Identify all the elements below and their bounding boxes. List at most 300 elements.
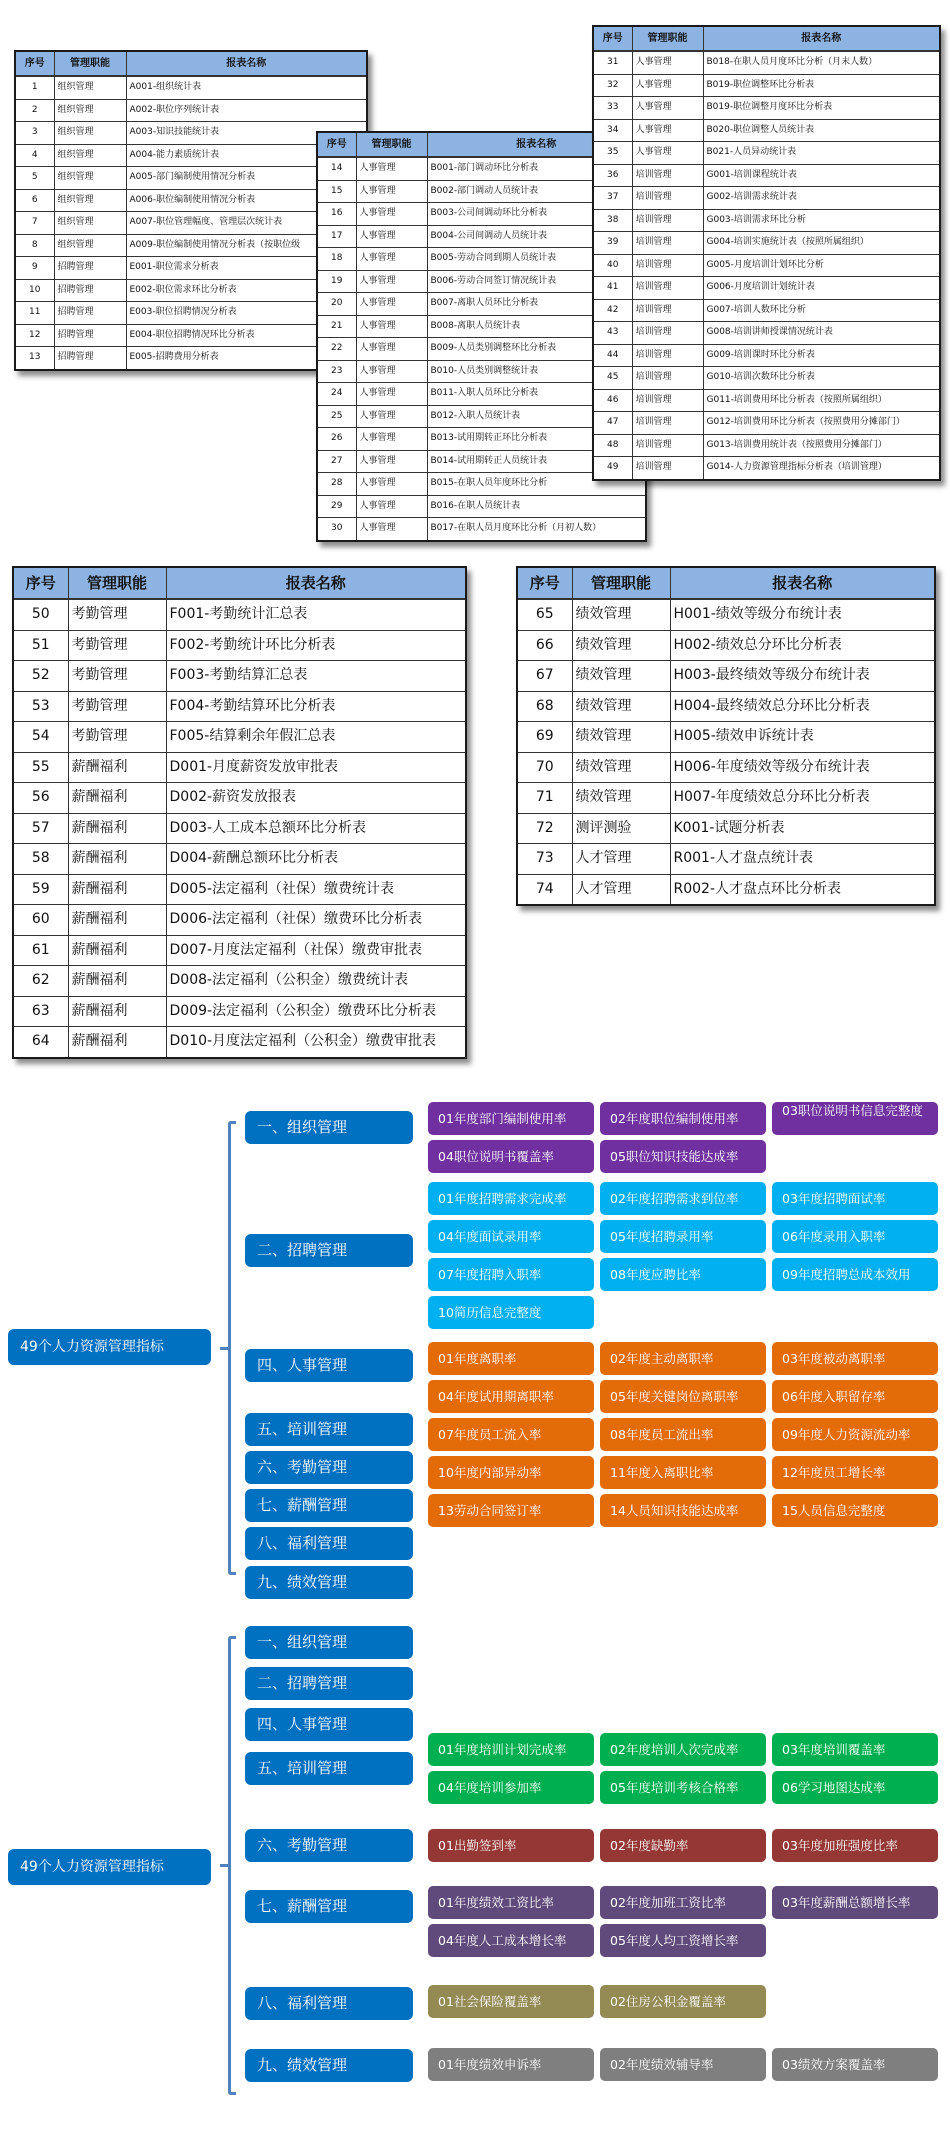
category-org[interactable]: 一、组织管理: [245, 1626, 413, 1659]
header-seq: 序号: [594, 27, 632, 51]
cell-function: 薪酬福利: [68, 783, 166, 814]
indicator-item[interactable]: 05年度关键岗位离职率: [600, 1380, 766, 1413]
indicator-item[interactable]: 10简历信息完整度: [428, 1296, 594, 1329]
cell-report-name: G002-培训需求统计表: [703, 187, 939, 210]
cell-report-name: A004-能力素质统计表: [126, 144, 366, 167]
table-body: [518, 599, 934, 904]
cell-function: 招聘管理: [54, 347, 126, 369]
cell-function: 培训管理: [632, 232, 703, 255]
indicator-item[interactable]: 04年度试用期离职率: [428, 1380, 594, 1413]
table-row: [594, 232, 939, 255]
category-org[interactable]: 一、组织管理: [245, 1111, 413, 1144]
table-row: [16, 76, 366, 99]
table-row: [594, 187, 939, 210]
cell-function: 考勤管理: [68, 722, 166, 753]
cell-function: 培训管理: [632, 344, 703, 367]
table-row: [16, 99, 366, 122]
indicator-item[interactable]: 01年度离职率: [428, 1342, 594, 1375]
cell-report-name: G014-人力资源管理指标分析表（培训管理）: [706, 462, 887, 472]
cell-report-name: B003-公司间调动环比分析表: [427, 203, 645, 226]
indicator-item[interactable]: 05年度招聘录用率: [600, 1220, 766, 1253]
cell-function: 薪酬福利: [68, 1027, 166, 1057]
table-row: [16, 189, 366, 212]
cell-seq: 43: [594, 322, 632, 345]
cell-seq: 5: [16, 167, 54, 190]
cell-function: 培训管理: [632, 299, 703, 322]
category-training[interactable]: 五、培训管理: [245, 1752, 413, 1785]
cell-seq: 55: [14, 752, 68, 783]
header-report-name: 报表名称: [703, 27, 939, 51]
indicator-item[interactable]: 04年度培训参加率: [428, 1771, 594, 1804]
cell-function: 组织管理: [54, 234, 126, 257]
cell-seq: 21: [318, 315, 356, 338]
cell-report-name: B001-部门调动环比分析表: [427, 157, 645, 180]
table-row: [16, 257, 366, 280]
indicator-item[interactable]: 07年度招聘入职率: [428, 1258, 594, 1291]
header-seq: 序号: [14, 568, 68, 599]
mindmap-root: 49个人力资源管理指标: [8, 1329, 211, 1365]
cell-function: 考勤管理: [68, 630, 166, 661]
table-row: [594, 51, 939, 74]
cell-function: 人事管理: [356, 405, 427, 428]
table-row: [14, 630, 465, 661]
cell-seq: 39: [594, 232, 632, 255]
cell-function: 人事管理: [356, 180, 427, 203]
table-row: [594, 74, 939, 97]
cell-function: 组织管理: [54, 99, 126, 122]
table-row: [16, 212, 366, 235]
cell-seq: 32: [594, 74, 632, 97]
cell-seq: 27: [318, 450, 356, 473]
cell-report-name: G007-培训人数环比分析: [703, 299, 939, 322]
cell-report-name: G013-培训费用统计表（按照费用分摊部门）: [703, 434, 939, 457]
indicator-item[interactable]: 04年度人工成本增长率: [428, 1924, 594, 1957]
indicator-item[interactable]: 15人员信息完整度: [772, 1494, 938, 1527]
cell-report-name: G005-月度培训计划环比分析: [703, 254, 939, 277]
cell-report-name: A009-职位编制使用情况分析表（按职位级: [126, 234, 366, 257]
cell-seq: 15: [318, 180, 356, 203]
cell-function: 组织管理: [54, 122, 126, 145]
cell-seq: 48: [594, 434, 632, 457]
cell-function: 培训管理: [632, 164, 703, 187]
header-seq: 序号: [318, 133, 356, 157]
indicator-item[interactable]: 08年度应聘比率: [600, 1258, 766, 1291]
indicator-item[interactable]: 03年度被动离职率: [772, 1342, 938, 1375]
cell-report-name: G004-培训实施统计表（按照所属组织）: [703, 232, 939, 255]
cell-report-name: B005-劳动合同到期人员统计表: [427, 248, 645, 271]
header-function: 管理职能: [54, 52, 126, 76]
table-row: [16, 144, 366, 167]
table-row: [14, 905, 465, 936]
table-body: [594, 51, 939, 479]
cell-function: 人事管理: [632, 142, 703, 165]
cell-seq: 14: [318, 157, 356, 180]
indicator-item[interactable]: 05职位知识技能达成率: [600, 1140, 766, 1173]
cell-report-name: D005-法定福利（社保）缴费统计表: [166, 874, 465, 905]
cell-function: 培训管理: [632, 367, 703, 390]
indicator-item[interactable]: 10年度内部异动率: [428, 1456, 594, 1489]
cell-report-name: E003-职位招聘情况分析表: [126, 302, 366, 325]
category-attendance[interactable]: 六、考勤管理: [245, 1829, 413, 1862]
cell-seq: 60: [14, 905, 68, 936]
cell-function: 人事管理: [356, 225, 427, 248]
cell-seq: 53: [14, 691, 68, 722]
header-seq: 序号: [16, 52, 54, 76]
header-function: 管理职能: [356, 133, 427, 157]
cell-report-name: A001-组织统计表: [126, 76, 366, 99]
table-row: [518, 599, 934, 630]
cell-seq: 62: [14, 966, 68, 997]
indicator-item[interactable]: 02住房公积金覆盖率: [600, 1985, 766, 2018]
cell-report-name: D007-月度法定福利（社保）缴费审批表: [166, 935, 465, 966]
table-row: [518, 844, 934, 875]
cell-function: 人事管理: [356, 360, 427, 383]
cell-report-name: D001-月度薪资发放审批表: [166, 752, 465, 783]
category-recruit[interactable]: 二、招聘管理: [245, 1234, 413, 1267]
cell-seq: 58: [14, 844, 68, 875]
mindmap-root: 49个人力资源管理指标: [8, 1849, 211, 1885]
cell-function: 招聘管理: [54, 324, 126, 347]
category-performance[interactable]: 九、绩效管理: [245, 1566, 413, 1599]
cell-function: 薪酬福利: [68, 844, 166, 875]
cell-seq: 63: [14, 996, 68, 1027]
cell-seq: 54: [14, 722, 68, 753]
cell-function: 组织管理: [54, 167, 126, 190]
cell-seq: 66: [518, 630, 572, 661]
indicator-item[interactable]: 03年度招聘面试率: [772, 1182, 938, 1215]
report-table-5: [516, 566, 936, 906]
cell-function: 培训管理: [632, 457, 703, 479]
cell-report-name: D010-月度法定福利（公积金）缴费审批表: [169, 1033, 437, 1049]
cell-report-name: G011-培训费用环比分析表（按照所属组织）: [703, 389, 939, 412]
cell-function: 人事管理: [356, 157, 427, 180]
cell-report-name: A007-职位管理幅度、管理层次统计表: [126, 212, 366, 235]
cell-seq: 34: [594, 119, 632, 142]
indicator-item[interactable]: 02年度招聘需求到位率: [600, 1182, 766, 1215]
indicator-item[interactable]: 06学习地图达成率: [772, 1771, 938, 1804]
cell-seq: 11: [16, 302, 54, 325]
indicator-item[interactable]: 01年度绩效申诉率: [428, 2048, 594, 2081]
category-welfare[interactable]: 八、福利管理: [245, 1987, 413, 2020]
cell-seq: 22: [318, 338, 356, 361]
cell-function: 招聘管理: [54, 279, 126, 302]
cell-report-name: F005-结算剩余年假汇总表: [166, 722, 465, 753]
table-row: [14, 844, 465, 875]
header-report-name: 报表名称: [126, 52, 366, 76]
cell-seq: 59: [14, 874, 68, 905]
cell-seq: 4: [16, 144, 54, 167]
cell-seq: 42: [594, 299, 632, 322]
category-welfare[interactable]: 八、福利管理: [245, 1527, 413, 1560]
cell-seq: 45: [594, 367, 632, 390]
indicator-item[interactable]: 02年度主动离职率: [600, 1342, 766, 1375]
cell-report-name: R002-人才盘点环比分析表: [673, 880, 842, 897]
indicator-item[interactable]: 04职位说明书覆盖率: [428, 1140, 594, 1173]
cell-seq: 8: [16, 234, 54, 257]
table-row: [14, 722, 465, 753]
table-row: [14, 599, 465, 630]
table-row: [16, 302, 366, 325]
indicator-item[interactable]: 01年度招聘需求完成率: [428, 1182, 594, 1215]
cell-function: 人事管理: [356, 473, 427, 496]
cell-function: 人事管理: [356, 495, 427, 518]
cell-seq: 49: [594, 457, 632, 479]
table-row: [518, 874, 934, 904]
indicator-item[interactable]: 13劳动合同签订率: [428, 1494, 594, 1527]
cell-function: 组织管理: [54, 76, 126, 99]
cell-seq: 40: [594, 254, 632, 277]
cell-seq: 31: [594, 51, 632, 74]
cell-seq: 10: [16, 279, 54, 302]
table-grid: [14, 568, 465, 1057]
cell-function: 绩效管理: [572, 752, 670, 783]
indicator-item[interactable]: 02年度绩效辅导率: [600, 2048, 766, 2081]
cell-seq: 12: [16, 324, 54, 347]
table-row: [518, 813, 934, 844]
cell-seq: 61: [14, 935, 68, 966]
cell-report-name: B012-入职人员统计表: [427, 405, 645, 428]
cell-report-name: D003-人工成本总额环比分析表: [166, 813, 465, 844]
table-row: [594, 254, 939, 277]
indicator-item[interactable]: 11年度入离职比率: [600, 1456, 766, 1489]
cell-function: 考勤管理: [68, 661, 166, 692]
indicator-item[interactable]: 09年度招聘总成本效用: [772, 1258, 938, 1291]
indicator-item[interactable]: 03职位说明书信息完整度: [772, 1102, 938, 1135]
cell-seq: 3: [16, 122, 54, 145]
cell-seq: 33: [594, 97, 632, 120]
indicator-item[interactable]: 03年度薪酬总额增长率: [772, 1886, 938, 1919]
cell-function: 绩效管理: [572, 783, 670, 814]
category-salary[interactable]: 七、薪酬管理: [245, 1890, 413, 1923]
table-row: [16, 347, 366, 369]
cell-report-name: G012-培训费用环比分析表（按照费用分摊部门）: [703, 412, 939, 435]
indicator-item[interactable]: 01年度绩效工资比率: [428, 1886, 594, 1919]
cell-function: 招聘管理: [54, 257, 126, 280]
cell-report-name: B013-试用期转正环比分析表: [427, 428, 645, 451]
cell-seq: 44: [594, 344, 632, 367]
cell-report-name: F004-考勤结算环比分析表: [166, 691, 465, 722]
table-row: [594, 457, 939, 479]
indicator-item[interactable]: 05年度培训考核合格率: [600, 1771, 766, 1804]
cell-function: 人事管理: [632, 119, 703, 142]
table-header-row: [16, 52, 366, 76]
cell-seq: 35: [594, 142, 632, 165]
table-header-row: [594, 27, 939, 51]
cell-report-name: B016-在职人员统计表: [427, 495, 645, 518]
table-row: [16, 279, 366, 302]
cell-report-name: B011-入职人员环比分析表: [427, 383, 645, 406]
indicator-item[interactable]: 12年度员工增长率: [772, 1456, 938, 1489]
cell-report-name: H001-绩效等级分布统计表: [670, 599, 934, 630]
cell-function: 绩效管理: [572, 599, 670, 630]
report-table-1: [14, 50, 368, 371]
table-row: [14, 752, 465, 783]
cell-report-name: F002-考勤统计环比分析表: [166, 630, 465, 661]
table-row: [594, 322, 939, 345]
indicator-item[interactable]: 01年度培训计划完成率: [428, 1733, 594, 1766]
cell-function: 培训管理: [632, 322, 703, 345]
cell-report-name: E001-职位需求分析表: [126, 257, 366, 280]
table-row: [16, 167, 366, 190]
indicator-item[interactable]: 03年度培训覆盖率: [772, 1733, 938, 1766]
cell-function: 组织管理: [54, 189, 126, 212]
category-attendance[interactable]: 六、考勤管理: [245, 1451, 413, 1484]
cell-function: 培训管理: [632, 277, 703, 300]
indicator-item[interactable]: 01社会保险覆盖率: [428, 1985, 594, 2018]
category-performance[interactable]: 九、绩效管理: [245, 2049, 413, 2082]
cell-report-name: A006-职位编制使用情况分析表: [126, 189, 366, 212]
indicator-item[interactable]: 02年度培训人次完成率: [600, 1733, 766, 1766]
indicator-item[interactable]: 01年度部门编制使用率: [428, 1102, 594, 1135]
cell-seq: 52: [14, 661, 68, 692]
cell-report-name: H006-年度绩效等级分布统计表: [670, 752, 934, 783]
cell-function: 培训管理: [632, 389, 703, 412]
table-row: [14, 935, 465, 966]
cell-function: 考勤管理: [68, 691, 166, 722]
cell-report-name: B021-人员异动统计表: [703, 142, 939, 165]
indicator-item[interactable]: 08年度员工流出率: [600, 1418, 766, 1451]
category-salary[interactable]: 七、薪酬管理: [245, 1489, 413, 1522]
table-row: [14, 813, 465, 844]
cell-report-name: B010-人员类别调整统计表: [427, 360, 645, 383]
table-row: [594, 97, 939, 120]
table-row: [14, 874, 465, 905]
cell-function: 绩效管理: [572, 722, 670, 753]
indicator-item[interactable]: 09年度人力资源流动率: [772, 1418, 938, 1451]
cell-seq: 69: [518, 722, 572, 753]
cell-function: 薪酬福利: [68, 966, 166, 997]
cell-function: 人事管理: [356, 203, 427, 226]
report-table-3: [592, 25, 941, 481]
category-personnel[interactable]: 四、人事管理: [245, 1349, 413, 1382]
cell-report-name: B019-职位调整环比分析表: [703, 74, 939, 97]
cell-seq: 71: [518, 783, 572, 814]
cell-seq: 67: [518, 661, 572, 692]
cell-seq: 19: [318, 270, 356, 293]
indicator-item[interactable]: 02年度加班工资比率: [600, 1886, 766, 1919]
indicator-item[interactable]: 06年度入职留存率: [772, 1380, 938, 1413]
indicator-item[interactable]: 02年度缺勤率: [600, 1829, 766, 1862]
cell-function: 薪酬福利: [68, 752, 166, 783]
cell-report-name: B009-人员类别调整环比分析表: [427, 338, 645, 361]
cell-report-name: H002-绩效总分环比分析表: [670, 630, 934, 661]
cell-function: 绩效管理: [572, 630, 670, 661]
cell-function: 薪酬福利: [68, 905, 166, 936]
cell-function: 测评测验: [572, 813, 670, 844]
bracket-tick: [220, 1347, 230, 1350]
cell-function: 培训管理: [632, 254, 703, 277]
indicator-item[interactable]: 14人员知识技能达成率: [600, 1494, 766, 1527]
cell-report-name: A005-部门编制使用情况分析表: [126, 167, 366, 190]
table-row: [518, 691, 934, 722]
header-function: 管理职能: [68, 568, 166, 599]
table-row: [16, 234, 366, 257]
header-report-name: 报表名称: [427, 133, 645, 157]
cell-seq: 23: [318, 360, 356, 383]
indicator-item[interactable]: 03绩效方案覆盖率: [772, 2048, 938, 2081]
indicator-item[interactable]: 01出勤签到率: [428, 1829, 594, 1862]
table-body: [16, 76, 366, 369]
indicator-item[interactable]: 04年度面试录用率: [428, 1220, 594, 1253]
cell-report-name: E004-职位招聘情况环比分析表: [126, 324, 366, 347]
cell-function: 人事管理: [356, 270, 427, 293]
header-report-name: 报表名称: [670, 568, 934, 599]
category-personnel[interactable]: 四、人事管理: [245, 1708, 413, 1741]
header-report-name: 报表名称: [166, 568, 465, 599]
table-row: [16, 122, 366, 145]
table-row: [594, 119, 939, 142]
header-function: 管理职能: [632, 27, 703, 51]
cell-report-name: F003-考勤结算汇总表: [166, 661, 465, 692]
cell-function: 培训管理: [632, 209, 703, 232]
table-row: [594, 434, 939, 457]
cell-seq: 74: [518, 874, 572, 904]
indicator-item[interactable]: 03年度加班强度比率: [772, 1829, 938, 1862]
cell-report-name: K001-试题分析表: [670, 813, 934, 844]
cell-report-name: E002-职位需求环比分析表: [126, 279, 366, 302]
table-row: [594, 412, 939, 435]
cell-report-name: G009-培训课时环比分析表: [703, 344, 939, 367]
table-row: [594, 367, 939, 390]
table-row: [594, 164, 939, 187]
cell-seq: 68: [518, 691, 572, 722]
table-row: [518, 783, 934, 814]
cell-function: 人事管理: [356, 383, 427, 406]
cell-seq: 16: [318, 203, 356, 226]
table-row: [518, 722, 934, 753]
table-row: [594, 209, 939, 232]
category-training[interactable]: 五、培训管理: [245, 1413, 413, 1446]
category-recruit[interactable]: 二、招聘管理: [245, 1667, 413, 1700]
cell-report-name: G003-培训需求环比分析: [703, 209, 939, 232]
table-row: [14, 691, 465, 722]
cell-function: 人事管理: [356, 248, 427, 271]
cell-seq: 18: [318, 248, 356, 271]
cell-seq: 64: [14, 1027, 68, 1057]
cell-function: 人才管理: [572, 874, 670, 904]
cell-function: 人事管理: [356, 428, 427, 451]
table-row: [14, 966, 465, 997]
cell-function: 人事管理: [632, 74, 703, 97]
table-row: [318, 495, 645, 518]
cell-report-name: D008-法定福利（公积金）缴费统计表: [166, 966, 465, 997]
cell-report-name: B004-公司间调动人员统计表: [427, 225, 645, 248]
indicator-item[interactable]: 06年度录用入职率: [772, 1220, 938, 1253]
cell-report-name: B019-职位调整月度环比分析表: [703, 97, 939, 120]
cell-report-name: D004-薪酬总额环比分析表: [166, 844, 465, 875]
cell-seq: 72: [518, 813, 572, 844]
cell-seq: 70: [518, 752, 572, 783]
bracket-tick: [220, 1864, 230, 1867]
cell-seq: 57: [14, 813, 68, 844]
cell-report-name: G008-培训讲师授课情况统计表: [703, 322, 939, 345]
table-row: [518, 752, 934, 783]
cell-function: 考勤管理: [68, 599, 166, 630]
indicator-item[interactable]: 02年度职位编制使用率: [600, 1102, 766, 1135]
cell-function: 人事管理: [632, 51, 703, 74]
table-row: [14, 1027, 465, 1057]
indicator-item[interactable]: 07年度员工流入率: [428, 1418, 594, 1451]
cell-report-name: H005-绩效申诉统计表: [670, 722, 934, 753]
cell-report-name: D009-法定福利（公积金）缴费环比分析表: [166, 996, 465, 1027]
cell-seq: 50: [14, 599, 68, 630]
cell-function: 人事管理: [356, 315, 427, 338]
cell-function: 薪酬福利: [68, 813, 166, 844]
indicator-item[interactable]: 05年度人均工资增长率: [600, 1924, 766, 1957]
table-header-row: [14, 568, 465, 599]
cell-seq: 51: [14, 630, 68, 661]
table-row: [594, 142, 939, 165]
